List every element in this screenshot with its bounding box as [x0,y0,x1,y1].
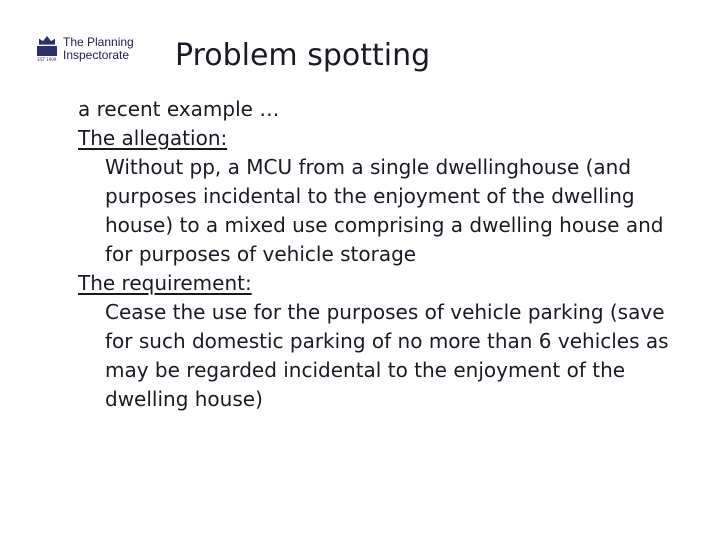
crown-crest-icon: EST 1909 [36,36,58,62]
allegation-text: Without pp, a MCU from a single dwellinghouse (and purposes incidental to the enjoyment of the dwelling house) to a mixed use comprising a dwelling house and for purposes of vehicle storage [105,155,664,266]
slide-title: Problem spotting [175,38,431,73]
logo-line-1: The Planning [63,35,134,49]
planning-inspectorate-logo [36,36,134,62]
logo-line-2: Inspectorate [63,48,130,62]
slide-body [78,95,678,414]
intro-line: a recent example … [78,97,280,121]
requirement-text: Cease the use for the purposes of vehicle parking (save for such domestic parking of no more than 6 vehicles as may be regarded incidental to the enjoyment of the dwelling house) [105,300,669,411]
logo-text [63,36,134,62]
allegation-heading: The allegation: [78,126,228,150]
requirement-heading: The requirement: [78,271,252,295]
